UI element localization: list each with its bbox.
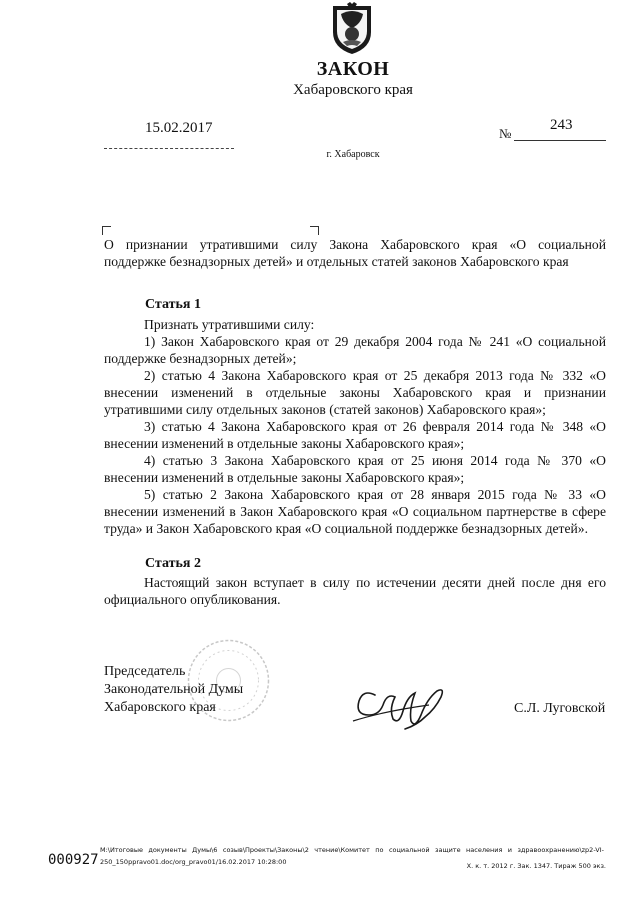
document-date: 15.02.2017 <box>145 120 213 136</box>
law-subject-title <box>104 236 606 270</box>
article-2-body <box>104 574 606 608</box>
signatory-title-line: Председатель <box>104 664 186 679</box>
document-number: 243 <box>550 117 573 133</box>
title-bracket-right <box>310 226 319 235</box>
article-1-item: 2) статью 4 Закона Хабаровского края от 25 декабря 2013 года № 332 «О внесении изменений в отдельные законы Хабаровского края и признании утратившими силу отдельных законов (статей законов) Хабаровского края»; <box>104 368 606 417</box>
file-path-line-2: 250_150ppravo01.doc/org_pravo01/16.02.2017 10:28:00 <box>100 858 287 866</box>
signatory-title-line: Хабаровского края <box>104 700 216 715</box>
article-2-text: Настоящий закон вступает в силу по истечении десяти дней после дня его официального опубликования. <box>104 575 606 607</box>
subject-line-1: О признании утратившими силу Закона Хабаровского края «О социальной <box>104 237 606 252</box>
article-1-intro: Признать утратившими силу: <box>144 317 315 332</box>
handwritten-signature <box>345 675 460 735</box>
article-1-item: 4) статью 3 Закона Хабаровского края от 25 июня 2014 года № 370 «О внесении изменений в отдельные законы Хабаровского края»; <box>104 453 606 485</box>
article-1-item: 5) статью 2 Закона Хабаровского края от 28 января 2015 года № 33 «О внесении изменений в Закон Хабаровского края «О социальном партнерстве в сфере труда» и Закон Хабаровского края «О социальной поддержке безнадзорных детей». <box>104 487 606 536</box>
subject-line-2: поддержке безнадзорных детей» и отдельных статей законов Хабаровского края <box>104 254 569 269</box>
print-run-info: Х. к. т. 2012 г. Зак. 1347. Тираж 500 экз. <box>466 862 606 870</box>
article-1-body <box>104 316 606 537</box>
number-underline <box>514 140 606 141</box>
article-1-item: 1) Закон Хабаровского края от 29 декабря 2004 года № 241 «О социальной поддержке безнадзорных детей»; <box>104 334 606 366</box>
document-type-title: ЗАКОН <box>316 58 390 80</box>
title-bracket-left <box>102 226 111 235</box>
region-subtitle: Хабаровского края <box>293 82 413 98</box>
document-registration-number: 000927 <box>48 852 99 868</box>
coat-of-arms-emblem <box>327 2 377 56</box>
signatory-title-line: Законодательной Думы <box>104 682 244 697</box>
signatory-title <box>104 663 243 717</box>
article-2-heading: Статья 2 <box>145 556 201 571</box>
signatory-name: С.Л. Луговской <box>514 701 606 716</box>
file-path-line-1: M:\Итоговые документы Думы\6 созыв\Проекты\Законы\2 чтение\Комитет по социальной защите населения и здравоохранению\zp2-VI- <box>100 846 604 854</box>
article-1-item: 3) статью 4 Закона Хабаровского края от 26 февраля 2014 года № 348 «О внесении изменений в отдельные законы Хабаровского края»; <box>104 419 606 451</box>
city-label: г. Хабаровск <box>326 149 380 160</box>
number-sign: № <box>499 126 512 141</box>
article-1-heading: Статья 1 <box>145 297 201 312</box>
